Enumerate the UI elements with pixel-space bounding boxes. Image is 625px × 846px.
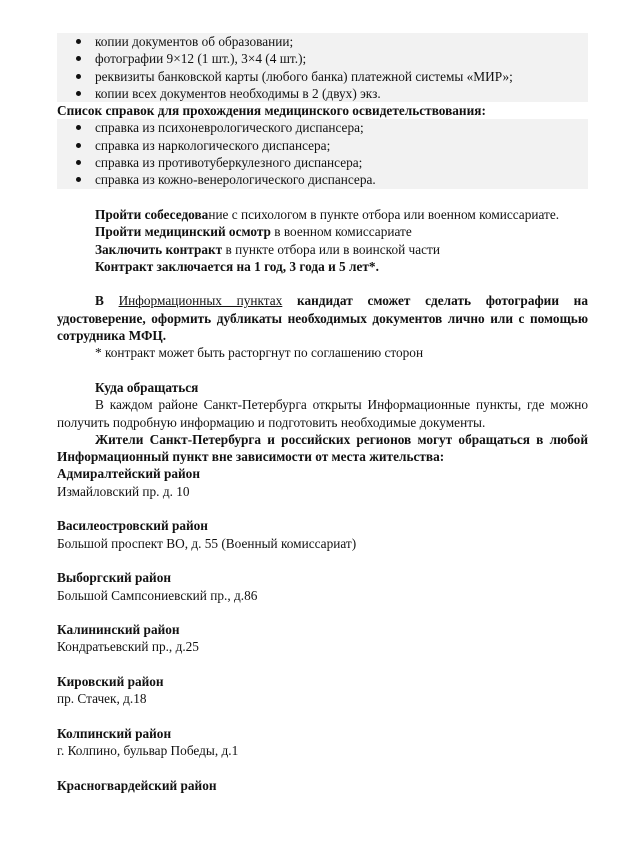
info-points-link[interactable]: Информационных пунктах: [118, 293, 283, 309]
district-address: г. Колпино, бульвар Победы, д.1: [57, 743, 239, 759]
list-item: фотографии 9×12 (1 шт.), 3×4 (4 шт.);: [57, 50, 588, 67]
district-name: Василеостровский район: [57, 518, 208, 534]
district-item: [57, 673, 588, 708]
medical-heading: Список справок для прохождения медицинского освидетельствования:: [57, 103, 486, 119]
documents-list: [57, 33, 588, 102]
district-item: [57, 517, 588, 552]
bullet-icon: [76, 143, 81, 148]
district-name: Колпинский район: [57, 725, 172, 741]
district-list: [57, 465, 588, 794]
district-name: Выборгский район: [57, 570, 172, 586]
where-heading: Куда обращаться: [95, 379, 199, 395]
district-item: [57, 569, 588, 604]
district-name: Адмиралтейский район: [57, 466, 200, 482]
contract-step: Заключить контракт в пункте отбора или в воинской части: [95, 241, 440, 257]
medical-step: Пройти медицинский осмотр в военном комиссариате: [95, 224, 412, 240]
district-name: Красногвардейский район: [57, 777, 217, 793]
list-item: реквизиты банковской карты (любого банка) платежной системы «МИР»;: [57, 68, 588, 85]
district-item: [57, 465, 588, 500]
list-item: копии всех документов необходимы в 2 (двух) экз.: [57, 85, 588, 102]
district-address: Кондратьевский пр., д.25: [57, 639, 199, 655]
bullet-icon: [76, 91, 81, 96]
district-address: пр. Стачек, д.18: [57, 691, 147, 707]
district-item: [57, 725, 588, 760]
document-page: [57, 33, 588, 794]
district-item: [57, 621, 588, 656]
bullet-icon: [76, 39, 81, 44]
interview-step: Пройти собеседование с психологом в пункте отбора или военном комиссариате.: [95, 206, 560, 222]
bullet-icon: [76, 160, 81, 165]
bullet-icon: [76, 56, 81, 61]
bullet-icon: [76, 177, 81, 182]
district-address: Измайловский пр. д. 10: [57, 483, 190, 499]
district-address: Большой Сампсониевский пр., д.86: [57, 587, 258, 603]
list-item: справка из кожно-венерологического диспансера.: [57, 171, 588, 188]
residents-text: Жители Санкт-Петербурга и российских регионов могут обращаться в любой Информационный пункт вне зависимости от места жительства:: [57, 431, 588, 465]
bullet-icon: [76, 74, 81, 79]
bullet-icon: [76, 125, 81, 130]
where-text: В каждом районе Санкт-Петербурга открыты Информационные пункты, где можно получить подробную информацию и подготовить необходимые документы.: [57, 397, 588, 430]
district-item: [57, 777, 588, 794]
district-name: Калининский район: [57, 622, 180, 638]
info-points-paragraph: В Информационных пунктах кандидат сможет сделать фотографии на удостоверение, оформить дубликаты необходимых документов лично или с помощью сотрудника МФЦ.: [57, 293, 588, 344]
list-item: справка из противотуберкулезного диспансера;: [57, 154, 588, 171]
list-item: справка из наркологического диспансера;: [57, 137, 588, 154]
list-item: справка из психоневрологического диспансера;: [57, 119, 588, 136]
contract-terms: Контракт заключается на 1 год, 3 года и 5 лет*.: [95, 258, 379, 274]
district-name: Кировский район: [57, 673, 164, 689]
district-address: Большой проспект ВО, д. 55 (Военный комиссариат): [57, 535, 357, 551]
footnote: * контракт может быть расторгнут по соглашению сторон: [95, 345, 424, 361]
medical-list: [57, 119, 588, 188]
list-item: копии документов об образовании;: [57, 33, 588, 50]
